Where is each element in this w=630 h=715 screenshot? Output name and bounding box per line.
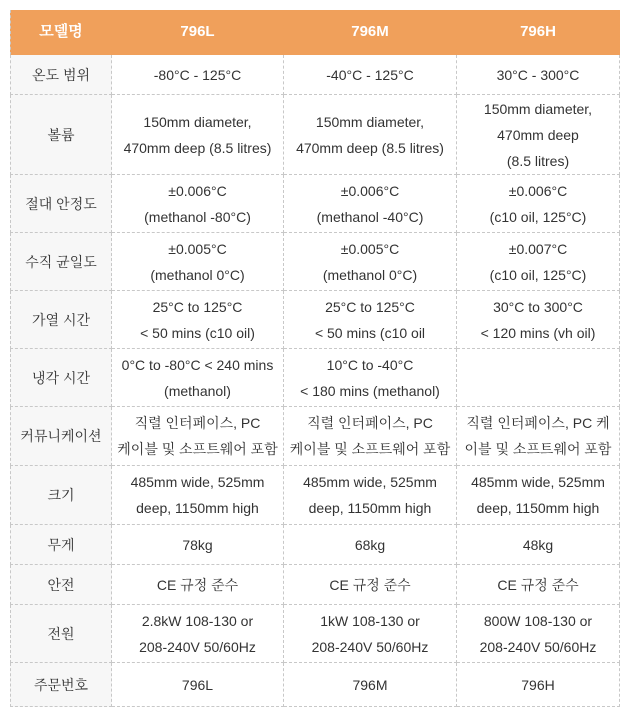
communication-796m: 직렬 인터페이스, PC 케이블 및 소프트웨어 포함: [284, 407, 457, 466]
dimensions-796h: 485mm wide, 525mm deep, 1150mm high: [457, 466, 620, 525]
heating-time-796l: 25°C to 125°C < 50 mins (c10 oil): [112, 291, 284, 349]
row-label-absolute-stability: 절대 안정도: [10, 175, 112, 233]
header-model-796l: 796L: [112, 10, 284, 55]
vertical-uniformity-796m: ±0.005°C (methanol 0°C): [284, 233, 457, 291]
row-label-power: 전원: [10, 605, 112, 663]
weight-796m: 68kg: [284, 525, 457, 565]
volume-796h: 150mm diameter, 470mm deep (8.5 litres): [457, 95, 620, 175]
cooling-time-796h: [457, 349, 620, 407]
safety-796m: CE 규정 준수: [284, 565, 457, 605]
absolute-stability-796m: ±0.006°C (methanol -40°C): [284, 175, 457, 233]
temperature-range-796h: 30°C - 300°C: [457, 55, 620, 95]
row-label-volume: 볼륨: [10, 95, 112, 175]
temperature-range-796m: -40°C - 125°C: [284, 55, 457, 95]
header-model-796h: 796H: [457, 10, 620, 55]
power-796l: 2.8kW 108-130 or 208-240V 50/60Hz: [112, 605, 284, 663]
safety-796h: CE 규정 준수: [457, 565, 620, 605]
row-label-dimensions: 크기: [10, 466, 112, 525]
order-number-796m: 796M: [284, 663, 457, 707]
communication-796l: 직렬 인터페이스, PC 케이블 및 소프트웨어 포함: [112, 407, 284, 466]
row-label-communication: 커뮤니케이션: [10, 407, 112, 466]
vertical-uniformity-796l: ±0.005°C (methanol 0°C): [112, 233, 284, 291]
vertical-uniformity-796h: ±0.007°C (c10 oil, 125°C): [457, 233, 620, 291]
row-label-cooling-time: 냉각 시간: [10, 349, 112, 407]
cooling-time-796l: 0°C to -80°C < 240 mins (methanol): [112, 349, 284, 407]
heating-time-796m: 25°C to 125°C < 50 mins (c10 oil: [284, 291, 457, 349]
volume-796l: 150mm diameter, 470mm deep (8.5 litres): [112, 95, 284, 175]
cooling-time-796m: 10°C to -40°C < 180 mins (methanol): [284, 349, 457, 407]
row-label-vertical-uniformity: 수직 균일도: [10, 233, 112, 291]
row-label-safety: 안전: [10, 565, 112, 605]
temperature-range-796l: -80°C - 125°C: [112, 55, 284, 95]
header-model-796m: 796M: [284, 10, 457, 55]
power-796h: 800W 108-130 or 208-240V 50/60Hz: [457, 605, 620, 663]
heating-time-796h: 30°C to 300°C < 120 mins (vh oil): [457, 291, 620, 349]
communication-796h: 직렬 인터페이스, PC 케 이블 및 소프트웨어 포함: [457, 407, 620, 466]
absolute-stability-796h: ±0.006°C (c10 oil, 125°C): [457, 175, 620, 233]
row-label-order-number: 주문번호: [10, 663, 112, 707]
absolute-stability-796l: ±0.006°C (methanol -80°C): [112, 175, 284, 233]
weight-796l: 78kg: [112, 525, 284, 565]
power-796m: 1kW 108-130 or 208-240V 50/60Hz: [284, 605, 457, 663]
row-label-weight: 무게: [10, 525, 112, 565]
spec-table: [10, 10, 620, 707]
dimensions-796m: 485mm wide, 525mm deep, 1150mm high: [284, 466, 457, 525]
row-label-temperature-range: 온도 범위: [10, 55, 112, 95]
order-number-796h: 796H: [457, 663, 620, 707]
safety-796l: CE 규정 준수: [112, 565, 284, 605]
row-label-heating-time: 가열 시간: [10, 291, 112, 349]
header-model-name-label: 모델명: [10, 10, 112, 55]
order-number-796l: 796L: [112, 663, 284, 707]
dimensions-796l: 485mm wide, 525mm deep, 1150mm high: [112, 466, 284, 525]
volume-796m: 150mm diameter, 470mm deep (8.5 litres): [284, 95, 457, 175]
weight-796h: 48kg: [457, 525, 620, 565]
